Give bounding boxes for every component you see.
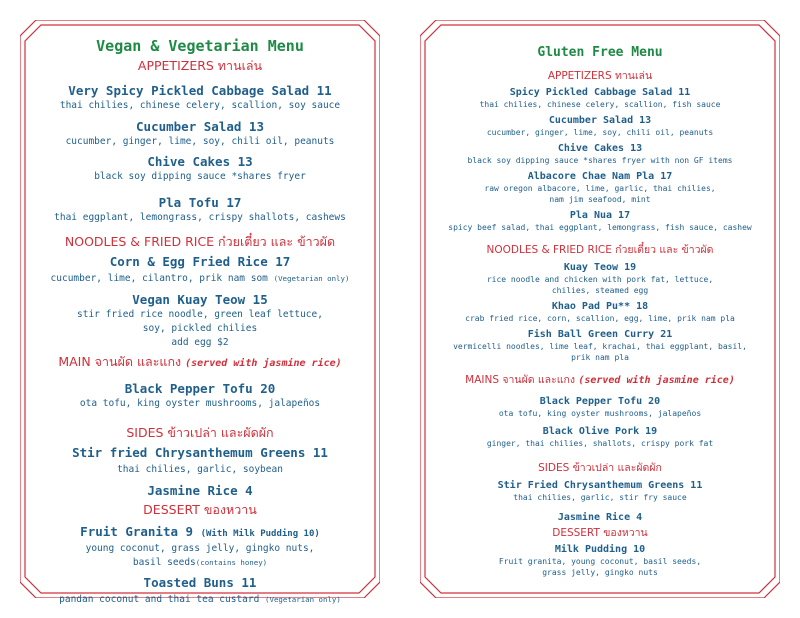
- item-name: Very Spicy Pickled Cabbage Salad 11: [68, 83, 332, 98]
- item-name-text: Fruit Granita 9: [80, 524, 194, 539]
- item-name: Cucumber Salad 13: [136, 119, 264, 134]
- section-main: [34, 354, 366, 372]
- item-desc: thai chilies, garlic, soybean: [117, 464, 283, 475]
- item-name: Kuay Teow 19: [563, 262, 637, 273]
- item-desc: black soy dipping sauce *shares fryer with non GF items: [467, 156, 733, 165]
- item-desc: thai chilies, chinese celery, scallion, fish sauce: [479, 100, 721, 109]
- item-name: Stir fried Chrysanthemum Greens 11: [72, 445, 328, 460]
- item-desc: cucumber, ginger, lime, soy, chili oil, peanuts: [65, 136, 335, 147]
- item-name: Black Pepper Tofu 20: [124, 381, 276, 396]
- section-mains: [434, 373, 766, 388]
- section-mains-note: (served with jasmine rice): [578, 375, 735, 386]
- section-sides: SIDES ข้าวเปล่า และผัดผัก: [126, 425, 274, 440]
- section-dessert: DESSERT ของหวาน: [552, 527, 648, 539]
- item-name: Albacore Chae Nam Pla 17: [527, 171, 673, 182]
- item-desc: chilies, steamed egg: [551, 286, 649, 295]
- item-name: Stir Fried Chrysanthemum Greens 11: [497, 480, 703, 491]
- item-name: Black Pepper Tofu 20: [539, 396, 661, 407]
- item-name: Cucumber Salad 13: [548, 115, 652, 126]
- item-desc: [34, 272, 366, 286]
- item-desc: ota tofu, king oyster mushrooms, jalapeños: [498, 409, 702, 418]
- item-name: Chive Cakes 13: [557, 143, 643, 154]
- section-sides: SIDES ข้าวเปล่า และผัดผัก: [538, 462, 662, 474]
- item-name: Vegan Kuay Teow 15: [132, 292, 268, 307]
- item-name: Fish Ball Green Curry 21: [527, 329, 673, 340]
- section-dessert: DESSERT ของหวาน: [143, 502, 257, 517]
- item-name: Black Olive Pork 19: [542, 426, 658, 437]
- item-desc: crab fried rice, corn, scallion, egg, lime, prik nam pla: [465, 314, 735, 323]
- item-desc: [34, 593, 366, 607]
- menu-title: Gluten Free Menu: [537, 45, 663, 60]
- section-main-note: (served with jasmine rice): [185, 358, 342, 369]
- menu-title: Vegan & Vegetarian Menu: [96, 37, 304, 55]
- item-name: Jasmine Rice 4: [557, 512, 643, 523]
- item-note: (Vegetarian only): [265, 595, 341, 604]
- item-name: Spicy Pickled Cabbage Salad 11: [509, 87, 691, 98]
- item-name: Toasted Buns 11: [143, 575, 257, 590]
- item-desc: rice noodle and chicken with pork fat, lettuce,: [486, 275, 714, 284]
- section-main-label: MAIN จานผัด และแกง: [58, 354, 182, 369]
- item-desc: ginger, thai chilies, shallots, crispy pork fat: [486, 439, 714, 448]
- item-name: Milk Pudding 10: [554, 544, 646, 555]
- item-desc: black soy dipping sauce *shares fryer: [94, 171, 306, 182]
- item-desc: thai chilies, garlic, stir fry sauce: [513, 493, 687, 502]
- section-appetizers: APPETIZERS ทานเล่น: [547, 70, 653, 82]
- section-noodles: NOODLES & FRIED RICE ก๋วยเตี๋ยว และ ข้าวผัด: [486, 244, 714, 256]
- item-desc: ota tofu, king oyster mushrooms, jalapeños: [79, 398, 321, 409]
- section-noodles: NOODLES & FRIED RICE ก๋วยเตี๋ยว และ ข้าวผัด: [64, 234, 336, 249]
- item-name: Chive Cakes 13: [147, 154, 253, 169]
- item-desc-text: pandan coconut and thai tea custard: [59, 594, 260, 605]
- gluten-free-menu-panel: [420, 20, 780, 598]
- item-desc: add egg $2: [171, 337, 229, 348]
- item-desc: raw oregon albacore, lime, garlic, thai chilies,: [484, 184, 716, 193]
- item-desc: Fruit granita, young coconut, basil seeds,: [498, 557, 702, 566]
- item-name: Pla Tofu 17: [158, 195, 242, 210]
- item-desc: young coconut, grass jelly, gingko nuts,: [85, 543, 315, 554]
- section-mains-label: MAINS จานผัด และแกง: [465, 374, 575, 386]
- item-desc: thai chilies, chinese celery, scallion, soy sauce: [59, 100, 341, 111]
- section-appetizers: APPETIZERS ทานเล่น: [137, 58, 263, 73]
- item-desc: vermicelli noodles, lime leaf, krachai, thai eggplant, basil,: [453, 342, 747, 351]
- item-desc: stir fried rice noodle, green leaf lettuce,: [77, 309, 323, 320]
- item-desc: thai eggplant, lemongrass, crispy shallots, cashews: [54, 212, 346, 223]
- item-desc: prik nam pla: [571, 353, 629, 362]
- item-desc: cucumber, ginger, lime, soy, chili oil, peanuts: [486, 128, 714, 137]
- item-name: Pla Nua 17: [569, 210, 631, 221]
- item-name: Khao Pad Pu** 18: [551, 301, 649, 312]
- item-note: (Vegetarian only): [273, 274, 350, 283]
- item-note: (contains honey): [195, 558, 268, 567]
- item-name: Corn & Egg Fried Rice 17: [109, 254, 291, 269]
- vegan-menu-panel: [20, 20, 380, 605]
- item-desc-text: basil seeds: [132, 557, 196, 568]
- item-desc: nam jim seafood, mint: [549, 195, 651, 204]
- item-name: [34, 524, 366, 542]
- item-name: Jasmine Rice 4: [147, 483, 253, 498]
- item-desc: spicy beef salad, thai eggplant, lemongrass, fish sauce, cashew: [448, 223, 752, 232]
- item-desc: soy, pickled chilies: [142, 323, 258, 334]
- item-desc: [34, 556, 366, 570]
- item-name-note: (With Milk Pudding 10): [200, 529, 320, 539]
- item-desc-text: cucumber, lime, cilantro, prik nam som: [50, 273, 268, 284]
- item-desc: grass jelly, gingko nuts: [542, 568, 658, 577]
